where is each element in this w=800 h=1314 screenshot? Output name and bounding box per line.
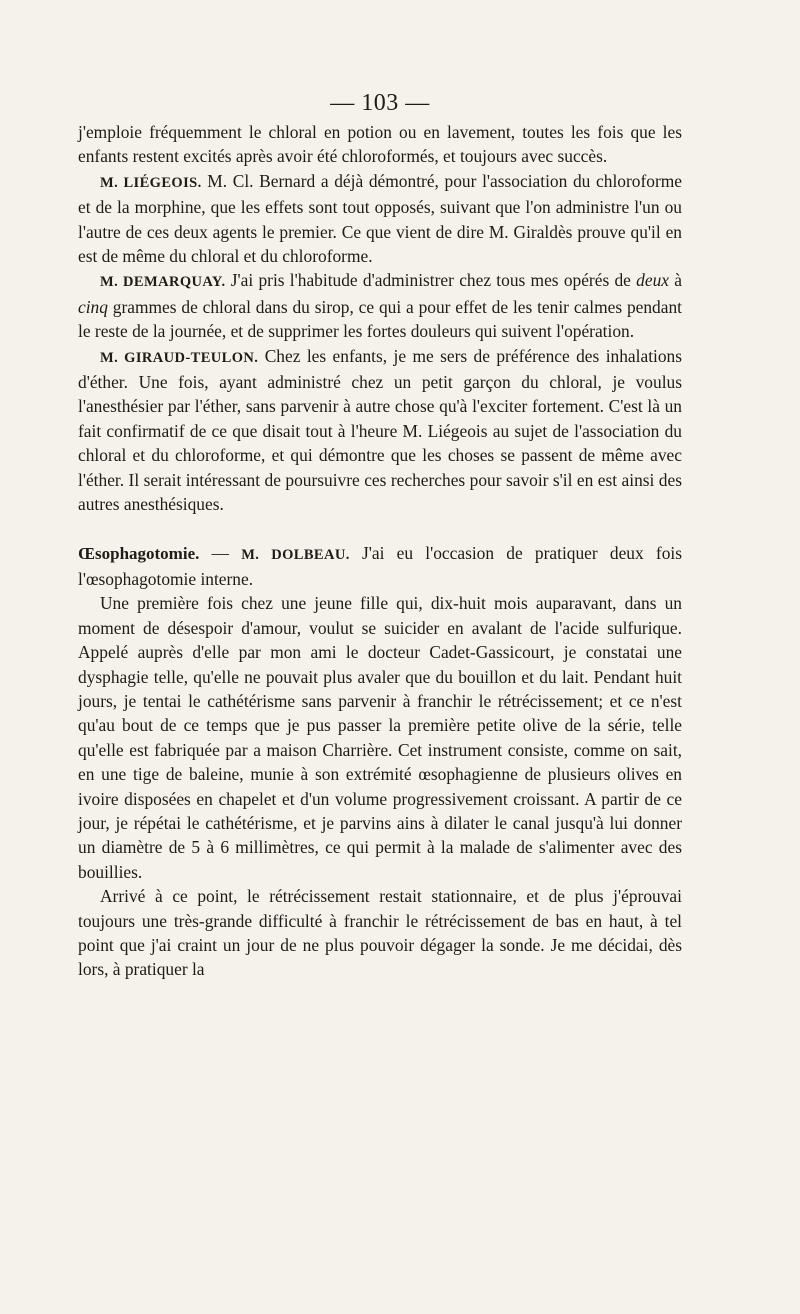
page-number: — 103 — <box>330 90 430 116</box>
speaker-name: M. DEMARQUAY. <box>100 274 226 291</box>
section-gap <box>78 517 682 541</box>
paragraph-text: M. Cl. Bernard a déjà démontré, pour l'association du chloroforme et de la morphine, que les effets sont tout opposés, suivant que l'on administre l'un ou l'autre de ces deux agents le premier. Ce que vient de dire M. Giraldès prouve qu'il en est de même du chloral et du chloroforme. <box>78 170 682 267</box>
paragraph-text: grammes de chloral dans du sirop, ce qui a pour effet de les tenir calmes pendant le reste de la journée, et de supprimer les fortes douleurs qui suivent l'opération. <box>78 296 682 342</box>
italic-word: deux <box>636 270 669 291</box>
paragraph-text: J'ai pris l'habitude d'administrer chez tous mes opérés de <box>225 270 637 291</box>
section-title: Œsophagotomie. <box>78 543 200 563</box>
paragraph-first-case: Une première fois chez une jeune fille qui, dix-huit mois auparavant, dans un moment de désespoir d'amour, voulut se suicider en avalant de l'acide sulfurique. Appelé auprès d'elle par mon ami le docteur Cadet-Gassicourt, je constatai une dysphagie telle, qu'elle ne pouvait plus avaler que du bouillon et du lait. Pendant huit jours, je tentai le cathétérisme sans parvenir à franchir le rétrécissement; et ce n'est qu'au bout de ce temps que je pus passer la première petite olive de la série, telle qu'elle est fabriquée par a maison Charrière. Cet instrument consiste, comme on sait, en une tige de baleine, munie à son extrémité œsophagienne de plusieurs olives en ivoire disposées en chapelet et d'un volume progressivement croissant. A partir de ce jour, je répétai le cathétérisme, et je parvins ains à dilater le canal jusqu'à lui donner un diamètre de 5 à 6 millimètres, ce qui permit à la malade de s'alimenter avec des bouillies. <box>78 593 682 882</box>
italic-word: cinq <box>78 296 108 317</box>
paragraph-liegeois <box>78 169 682 269</box>
paragraph-oesophagotomie <box>78 541 682 592</box>
speaker-name: M. DOLBEAU. <box>241 546 350 563</box>
dash: — <box>199 542 242 563</box>
paragraph-demarquay <box>78 268 682 343</box>
paragraph-text: Chez les enfants, je me sers de préférence des inhalations d'éther. Une fois, ayant administré chez un petit garçon du chloral, je voulus l'anesthésier par l'éther, sans parvenir à autre chose qu'à l'exciter fortement. C'est là un fait confirmatif de ce que disait tout à l'heure M. Liégeois au sujet de l'association du chloral et du chloroforme, et qui démontre que les choses se passent de même avec l'éther. Il serait intéressant de poursuivre ces recherches pour savoir s'il en est ainsi des autres anesthésiques. <box>78 345 683 515</box>
paragraph-text: à <box>669 270 682 291</box>
speaker-name: M. LIÉGEOIS. <box>100 174 202 191</box>
speaker-name: M. GIRAUD-TEULON. <box>100 349 259 366</box>
paragraph-second-part: Arrivé à ce point, le rétrécissement restait stationnaire, et de plus j'éprouvai toujours une très-grande difficulté à franchir le rétrécissement de bas en haut, à tel point que j'ai craint un jour de ne plus pouvoir dégager la sonde. Je me décidai, dès lors, à pratiquer la <box>78 886 682 980</box>
paragraph-giraud-teulon <box>78 344 682 517</box>
paragraph-text: J'ai eu l'occasion de pratiquer deux fois l'œsophagotomie interne. <box>78 542 683 589</box>
paragraph-continuation: j'emploie fréquemment le chloral en potion ou en lavement, toutes les fois que les enfants restent excités après avoir été chloroformés, et toujours avec succès. <box>78 122 682 167</box>
